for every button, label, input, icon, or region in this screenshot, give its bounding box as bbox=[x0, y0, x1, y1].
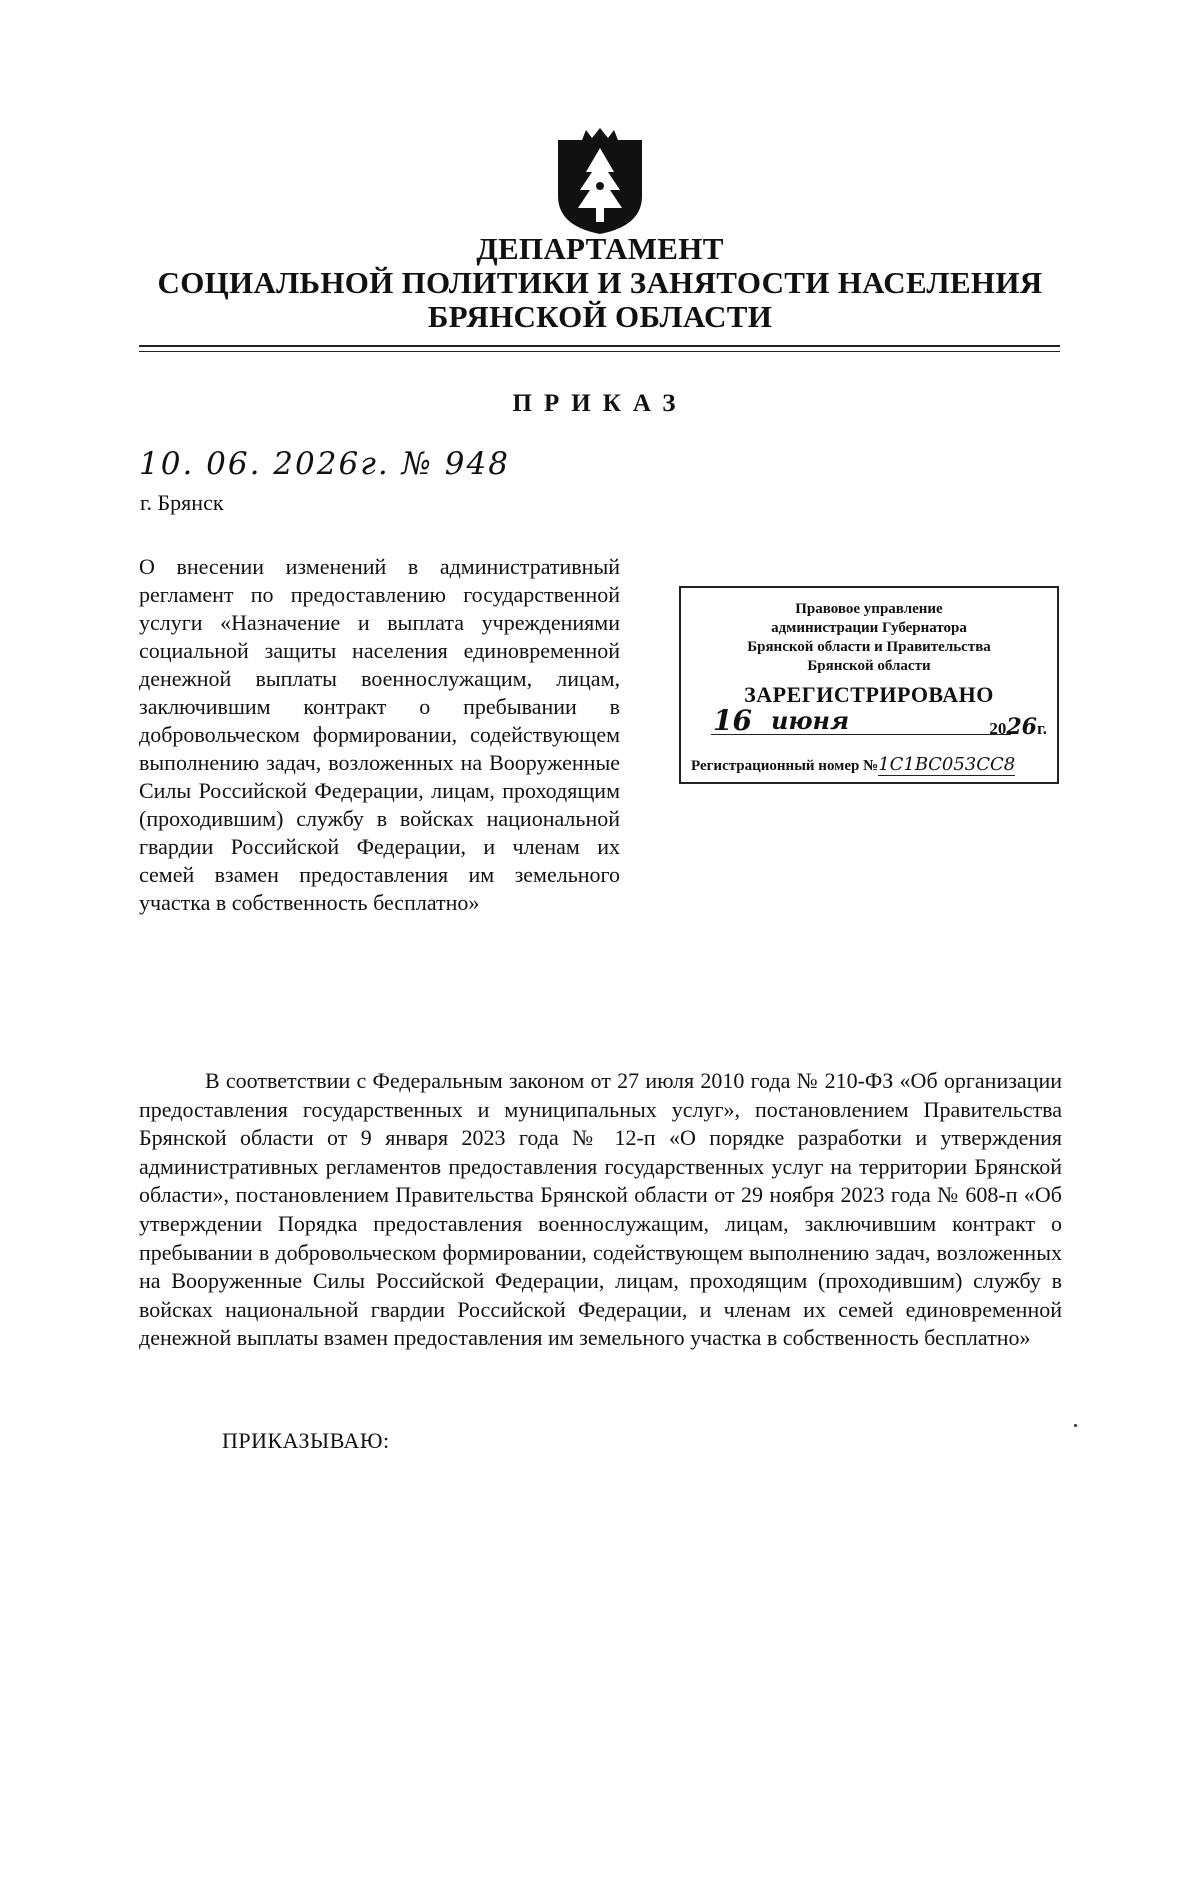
stamp-line-3: Брянской области и Правительства bbox=[747, 639, 991, 655]
order-word: ПРИКАЗЫВАЮ: bbox=[222, 1428, 390, 1453]
order-title: О внесении изменений в административный регламент по предоставлению государственной услуги «Назначение и выплата учреждениями социальной защиты населения единовременной денежной выплаты военнослужащим, лицам, заключившим контракт о пребывании в добровольческом формировании, содействующем выполнению задач, возложенных на Вооруженные Силы Российской Федерации, лицам, проходящим (проходившим) службу в войсках национальной гвардии Российской Федерации, и членам их семей взамен предоставления им земельного участка в собственность бесплатно» bbox=[139, 554, 620, 915]
city: г. Брянск bbox=[140, 490, 224, 515]
coat-of-arms-icon bbox=[552, 126, 648, 236]
stamp-registration bbox=[691, 754, 1015, 775]
header-rule-bottom bbox=[139, 351, 1060, 352]
stamp-month: июня bbox=[771, 706, 850, 735]
stamp-reg-label: Регистрационный номер № bbox=[691, 758, 879, 774]
registration-stamp bbox=[679, 586, 1059, 784]
stamp-line-1: Правовое управление bbox=[795, 601, 943, 617]
stamp-reg-number: 1С1ВС053СС8 bbox=[878, 754, 1016, 775]
department-line-2: СОЦИАЛЬНОЙ ПОЛИТИКИ И ЗАНЯТОСТИ НАСЕЛЕНИЯ bbox=[157, 265, 1043, 300]
scan-speck bbox=[1074, 1424, 1077, 1427]
stamp-year: 2026г. bbox=[989, 714, 1047, 740]
stamp-day: 16 bbox=[713, 704, 752, 737]
handwritten-date-number: 10. 06. 2026г. № 948 bbox=[139, 446, 510, 482]
stamp-line-2: администрации Губернатора bbox=[771, 620, 967, 636]
stamp-status: ЗАРЕГИСТРИРОВАНО bbox=[744, 682, 994, 707]
stamp-line-4: Брянской области bbox=[807, 658, 931, 674]
body-paragraph: В соответствии с Федеральным законом от 27 июля 2010 года № 210-ФЗ «Об организации предоставления государственных и муниципальных услуг», постановлением Правительства Брянской области от 9 января 2023 года № 12-п «О порядке разработки и утверждения административных регламентов предоставления государственных услуг на территории Брянской области», постановлением Правительства Брянской области от 29 ноября 2023 года № 608-п «Об утверждении Порядка предоставления военнослужащим, лицам, заключившим контракт о пребывании в добровольческом формировании, содействующем выполнению задач, возложенных на Вооруженные Силы Российской Федерации, лицам, проходящим (проходившим) службу в войсках национальной гвардии Российской Федерации, и членам их семей единовременной денежной выплаты взамен предоставления им земельного участка в собственность бесплатно» bbox=[139, 1068, 1062, 1351]
document-type: ПРИКАЗ bbox=[512, 390, 688, 417]
department-line-3: БРЯНСКОЙ ОБЛАСТИ bbox=[427, 299, 773, 334]
header-rule-top bbox=[139, 345, 1060, 347]
department-line-1: ДЕПАРТАМЕНТ bbox=[476, 231, 724, 266]
stamp-date-underline bbox=[711, 734, 1011, 735]
